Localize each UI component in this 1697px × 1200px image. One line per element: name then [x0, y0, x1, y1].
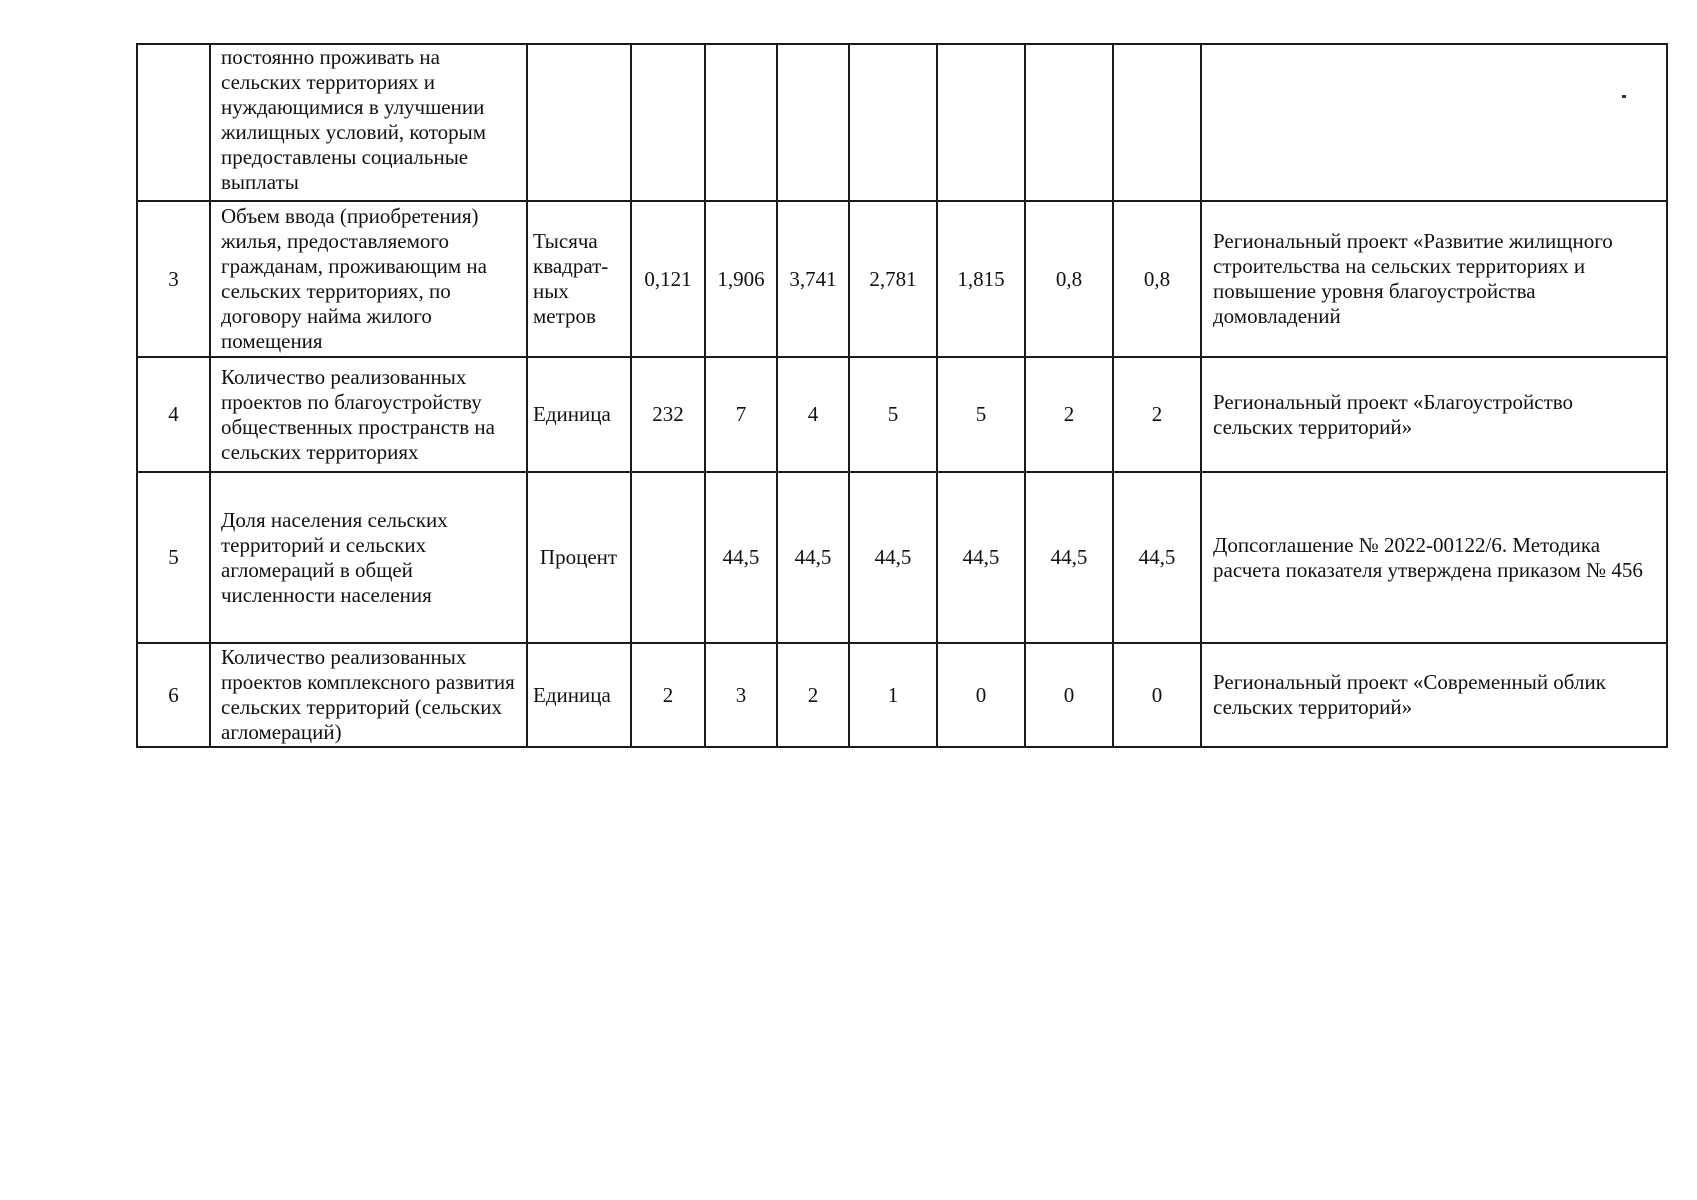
table-row [137, 643, 1667, 747]
scan-speck [1622, 95, 1626, 98]
value-cell: 44,5 [705, 472, 777, 643]
row-number: 4 [137, 357, 210, 472]
row-number: 6 [137, 643, 210, 747]
unit-of-measure [527, 44, 631, 201]
table-row [137, 201, 1667, 357]
unit-of-measure: Единица [527, 357, 631, 472]
value-cell: 44,5 [1025, 472, 1113, 643]
value-cell [849, 44, 937, 201]
table-row [137, 44, 1667, 201]
value-cell: 232 [631, 357, 705, 472]
value-cell: 0 [1113, 643, 1201, 747]
unit-of-measure: Тысяча квадрат-ных метров [527, 201, 631, 357]
source-document: Региональный проект «Развитие жилищного строительства на сельских территориях и повышение уровня благоустройства домовладений [1201, 201, 1667, 357]
value-cell: 2 [1025, 357, 1113, 472]
value-cell [1025, 44, 1113, 201]
value-cell: 2,781 [849, 201, 937, 357]
value-cell: 2 [631, 643, 705, 747]
indicator-name: Объем ввода (приобретения) жилья, предоставляемого гражданам, проживающим на сельских территориях, по договору найма жилого помещения [210, 201, 527, 357]
value-cell: 4 [777, 357, 849, 472]
indicators-table-page [136, 43, 1666, 748]
value-cell: 44,5 [849, 472, 937, 643]
value-cell [705, 44, 777, 201]
row-number: 5 [137, 472, 210, 643]
value-cell: 0,121 [631, 201, 705, 357]
value-cell: 5 [849, 357, 937, 472]
value-cell: 0 [1025, 643, 1113, 747]
value-cell [777, 44, 849, 201]
value-cell: 1 [849, 643, 937, 747]
value-cell: 1,815 [937, 201, 1025, 357]
unit-of-measure: Процент [527, 472, 631, 643]
indicator-name: Количество реализованных проектов по благоустройству общественных пространств на сельских территориях [210, 357, 527, 472]
source-document: Региональный проект «Благоустройство сельских территорий» [1201, 357, 1667, 472]
value-cell: 0,8 [1025, 201, 1113, 357]
value-cell: 44,5 [777, 472, 849, 643]
source-document: Региональный проект «Современный облик сельских территорий» [1201, 643, 1667, 747]
row-number [137, 44, 210, 201]
value-cell: 2 [1113, 357, 1201, 472]
value-cell [631, 44, 705, 201]
value-cell: 1,906 [705, 201, 777, 357]
value-cell: 7 [705, 357, 777, 472]
value-cell: 3,741 [777, 201, 849, 357]
value-cell: 44,5 [937, 472, 1025, 643]
value-cell: 3 [705, 643, 777, 747]
row-number: 3 [137, 201, 210, 357]
indicator-name: постоянно проживать на сельских территориях и нуждающимися в улучшении жилищных условий, которым предоставлены социальные выплаты [210, 44, 527, 201]
value-cell: 2 [777, 643, 849, 747]
indicators-table [136, 43, 1668, 748]
value-cell [937, 44, 1025, 201]
table-row [137, 472, 1667, 643]
value-cell: 0,8 [1113, 201, 1201, 357]
table-row [137, 357, 1667, 472]
unit-of-measure: Единица [527, 643, 631, 747]
value-cell: 5 [937, 357, 1025, 472]
source-document [1201, 44, 1667, 201]
value-cell: 44,5 [1113, 472, 1201, 643]
value-cell [631, 472, 705, 643]
value-cell: 0 [937, 643, 1025, 747]
value-cell [1113, 44, 1201, 201]
indicator-name: Количество реализованных проектов комплексного развития сельских территорий (сельских агломераций) [210, 643, 527, 747]
indicator-name: Доля населения сельских территорий и сельских агломераций в общей численности населения [210, 472, 527, 643]
source-document: Допсоглашение № 2022-00122/6. Методика расчета показателя утверждена приказом № 456 [1201, 472, 1667, 643]
